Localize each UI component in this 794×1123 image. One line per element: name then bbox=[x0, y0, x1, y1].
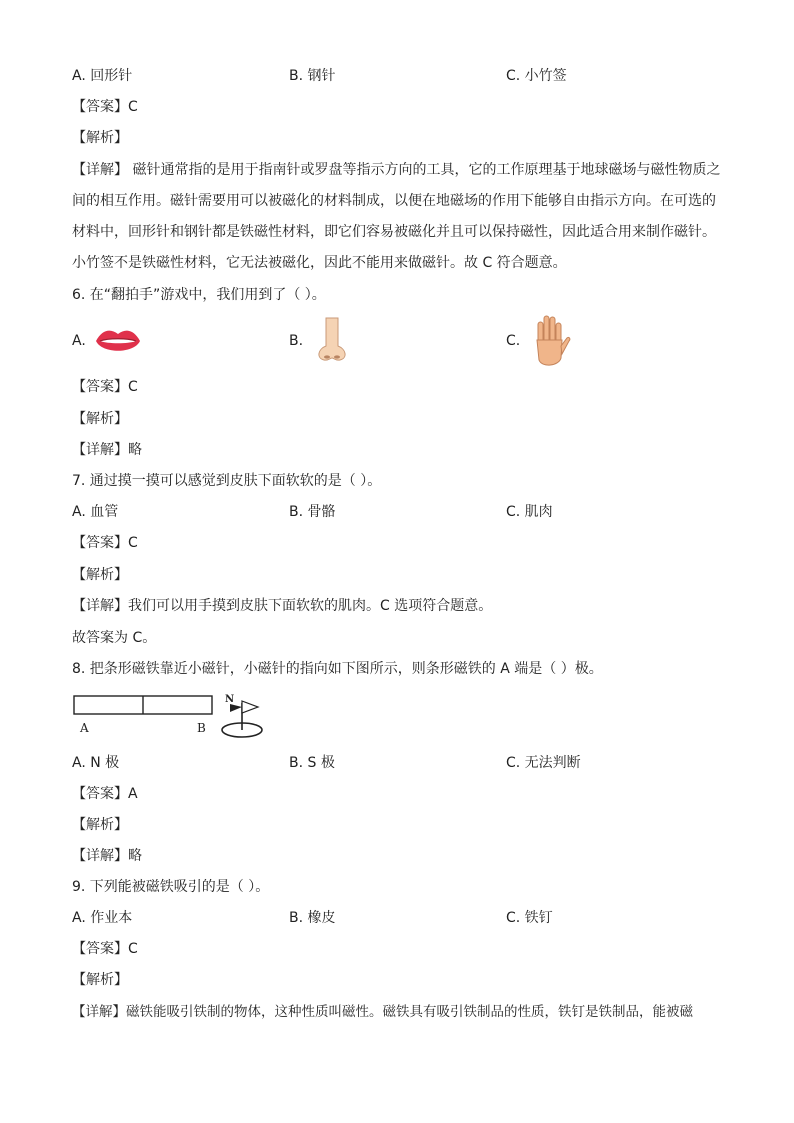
q7-answer-line bbox=[72, 534, 138, 552]
q5-analysis-tag: 【解析】 bbox=[72, 130, 128, 146]
q6-answer-line bbox=[72, 378, 138, 396]
bar-magnet-figure bbox=[72, 690, 272, 740]
answer-tag: 【答案】 bbox=[72, 786, 128, 802]
answer-value: A bbox=[128, 786, 138, 802]
q9-option-c: C. 铁钉 bbox=[506, 910, 553, 926]
answer-tag: 【答案】 bbox=[72, 941, 128, 957]
q7-detail bbox=[72, 597, 492, 615]
detail-tag: 【详解】 bbox=[72, 442, 128, 458]
q5-detail bbox=[72, 155, 722, 279]
detail-text: 略 bbox=[128, 442, 142, 458]
q8-analysis-tag: 【解析】 bbox=[72, 817, 128, 833]
answer-value: C bbox=[128, 535, 138, 551]
q5-option-a: A. 回形针 bbox=[72, 68, 133, 84]
magnet-end-b-label: B bbox=[197, 721, 206, 735]
q6-option-c: C. bbox=[506, 333, 521, 349]
q7-question: 7. 通过摸一摸可以感觉到皮肤下面软软的是（ ）。 bbox=[72, 473, 382, 489]
q5-option-b: B. 钢针 bbox=[289, 68, 336, 84]
answer-tag: 【答案】 bbox=[72, 535, 128, 551]
q8-detail bbox=[72, 847, 142, 865]
lips-icon bbox=[94, 324, 142, 358]
q5-option-c: C. 小竹签 bbox=[506, 68, 567, 84]
answer-value: C bbox=[128, 941, 138, 957]
q8-answer-line bbox=[72, 785, 138, 803]
q9-answer-line bbox=[72, 940, 138, 958]
hand-icon bbox=[530, 314, 570, 370]
q5-answer-line bbox=[72, 98, 138, 116]
detail-text: 略 bbox=[128, 848, 142, 864]
compass-needle-south bbox=[242, 701, 258, 713]
q9-question: 9. 下列能被磁铁吸引的是（ ）。 bbox=[72, 879, 270, 895]
detail-tag: 【详解】 bbox=[72, 162, 128, 178]
q7-option-b: B. 骨骼 bbox=[289, 504, 336, 520]
q7-conclusion: 故答案为 C。 bbox=[72, 630, 157, 646]
answer-value: C bbox=[128, 99, 138, 115]
q8-option-c: C. 无法判断 bbox=[506, 755, 581, 771]
detail-text: 磁针通常指的是用于指南针或罗盘等指示方向的工具，它的工作原理基于地球磁场与磁性物质之间的相互作用。磁针需要用可以被磁化的材料制成，以便在地磁场的作用下能够自由指示方向。在可选的材料中，回形针和钢针都是铁磁性材料，即它们容易被磁化并且可以保持磁性，因此适合用来制作磁针。 小竹签不是铁磁性材料，它无法被磁化，因此不能用来做磁针。故 C 符合题意。 bbox=[72, 162, 721, 271]
detail-text: 我们可以用手摸到皮肤下面软软的肌肉。C 选项符合题意。 bbox=[128, 598, 493, 614]
q7-option-a: A. 血管 bbox=[72, 504, 119, 520]
q8-option-a: A. N 极 bbox=[72, 755, 120, 771]
detail-tag: 【详解】 bbox=[72, 598, 128, 614]
q9-analysis-tag: 【解析】 bbox=[72, 972, 128, 988]
detail-tag: 【详解】 bbox=[72, 1004, 126, 1020]
q6-option-a: A. bbox=[72, 333, 86, 349]
answer-value: C bbox=[128, 379, 138, 395]
q9-detail bbox=[72, 1003, 693, 1021]
detail-tag: 【详解】 bbox=[72, 848, 128, 864]
q6-option-b: B. bbox=[289, 333, 304, 349]
q9-option-b: B. 橡皮 bbox=[289, 910, 336, 926]
nose-icon bbox=[312, 316, 352, 364]
q6-detail bbox=[72, 441, 142, 459]
q9-option-a: A. 作业本 bbox=[72, 910, 133, 926]
q6-analysis-tag: 【解析】 bbox=[72, 411, 128, 427]
compass-n-label: N bbox=[225, 694, 235, 705]
q8-option-b: B. S 极 bbox=[289, 755, 335, 771]
compass-needle-north bbox=[230, 704, 242, 712]
answer-tag: 【答案】 bbox=[72, 99, 128, 115]
q8-question: 8. 把条形磁铁靠近小磁针，小磁针的指向如下图所示，则条形磁铁的 A 端是（ ）极。 bbox=[72, 661, 603, 677]
magnet-end-a-label: A bbox=[80, 721, 89, 735]
answer-tag: 【答案】 bbox=[72, 379, 128, 395]
detail-text: 磁铁能吸引铁制的物体，这种性质叫磁性。磁铁具有吸引铁制品的性质，铁钉是铁制品，能被磁 bbox=[126, 1004, 693, 1020]
q7-option-c: C. 肌肉 bbox=[506, 504, 553, 520]
q6-question: 6. 在“翻拍手”游戏中，我们用到了（ ）。 bbox=[72, 287, 326, 303]
q7-analysis-tag: 【解析】 bbox=[72, 567, 128, 583]
